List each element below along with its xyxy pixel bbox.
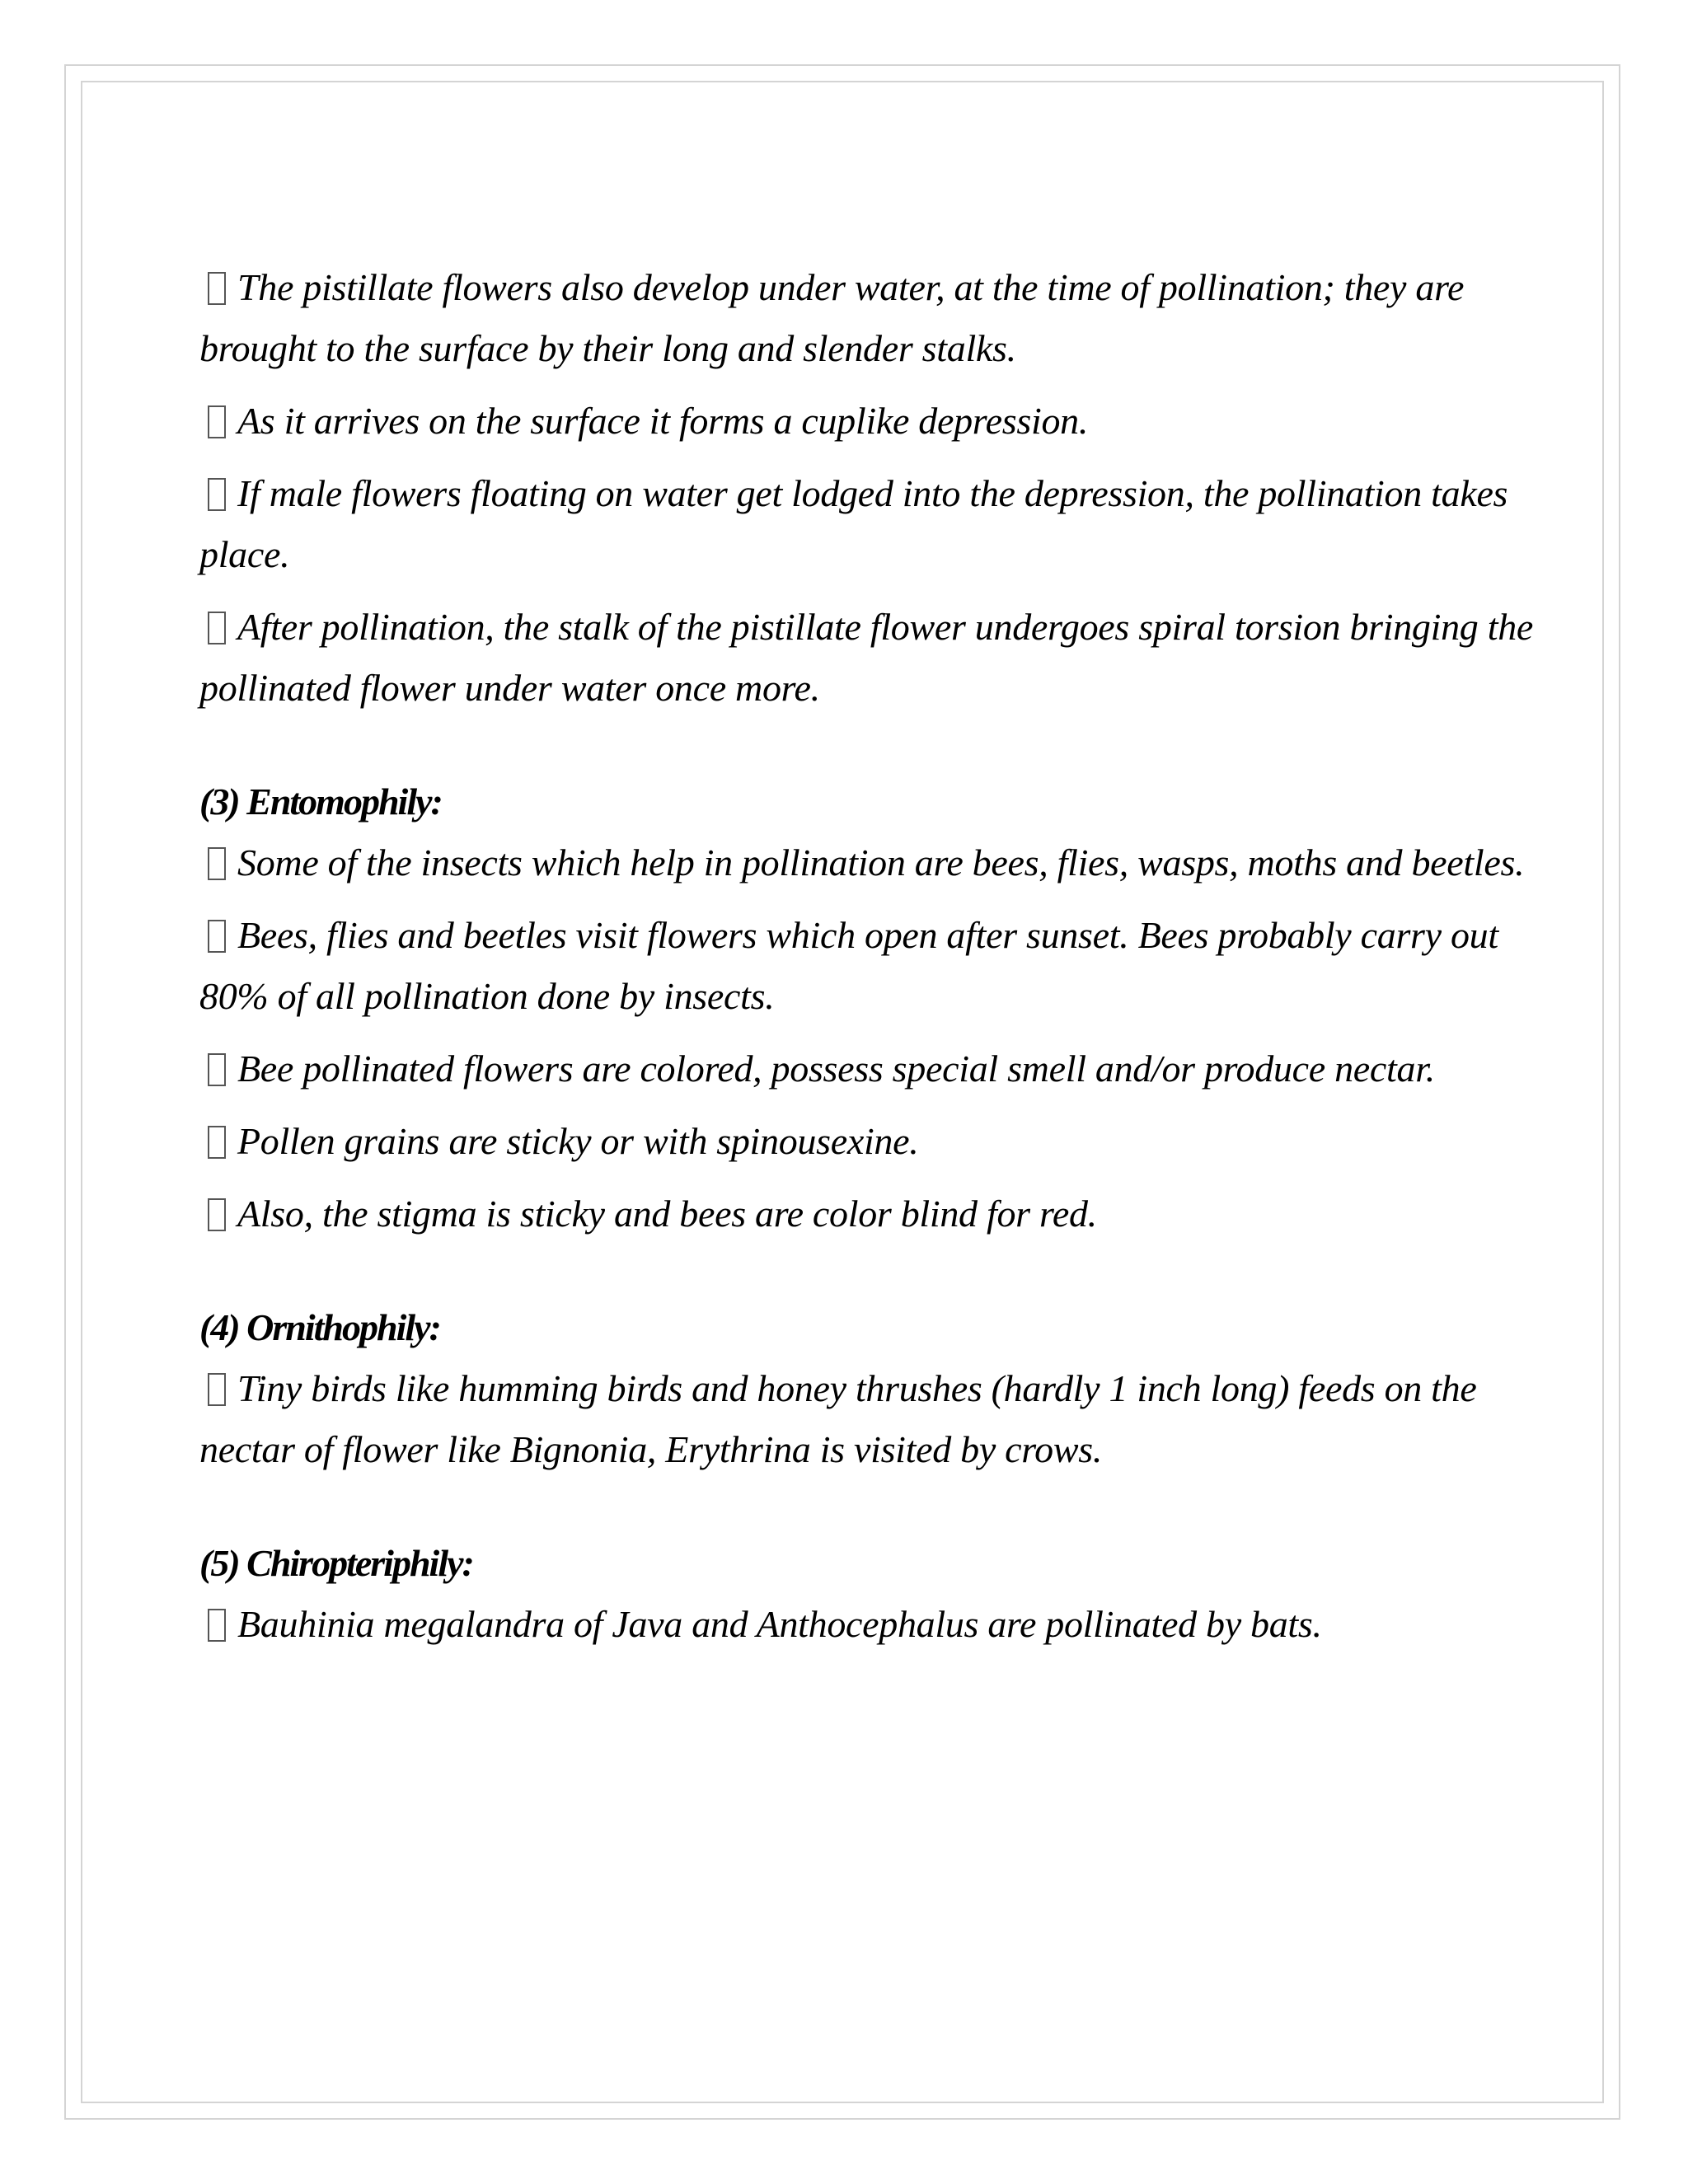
section-spacer — [199, 730, 1551, 771]
section-heading-chiropteriphily: (5) Chiropteriphily: — [199, 1542, 473, 1584]
bullet-paragraph: As it arrives on the surface it forms a cuplike depression. — [199, 391, 1551, 452]
missing-glyph-bullet-icon — [208, 1053, 226, 1086]
bullet-paragraph: Some of the insects which help in pollination are bees, flies, wasps, moths and beetles. — [199, 832, 1551, 893]
section-spacer — [199, 1256, 1551, 1297]
section-heading-entomophily: (3) Entomophily: — [199, 780, 442, 823]
missing-glyph-bullet-icon — [208, 920, 226, 953]
bullet-paragraph: Bauhinia megalandra of Java and Anthocephalus are pollinated by bats. — [199, 1594, 1551, 1655]
missing-glyph-bullet-icon — [208, 847, 226, 880]
bullet-paragraph: Bees, flies and beetles visit flowers which open after sunset. Bees probably carry out 80% of all pollination done by insects. — [199, 914, 1498, 1017]
bullet-paragraph: If male flowers floating on water get lodged into the depression, the pollination takes place. — [199, 472, 1508, 575]
document-body — [199, 257, 1551, 1666]
section-spacer — [199, 1492, 1551, 1533]
bullet-paragraph: Pollen grains are sticky or with spinousexine. — [199, 1111, 1551, 1172]
section-heading-ornithophily: (4) Ornithophily: — [199, 1306, 440, 1348]
missing-glyph-bullet-icon — [208, 478, 226, 511]
missing-glyph-bullet-icon — [208, 1198, 226, 1231]
bullet-paragraph: After pollination, the stalk of the pistillate flower undergoes spiral torsion bringing the pollinated flower under water once more. — [199, 606, 1534, 709]
missing-glyph-bullet-icon — [208, 1373, 226, 1406]
bullet-paragraph: Also, the stigma is sticky and bees are color blind for red. — [199, 1183, 1551, 1244]
missing-glyph-bullet-icon — [208, 405, 226, 438]
missing-glyph-bullet-icon — [208, 1126, 226, 1159]
missing-glyph-bullet-icon — [208, 1609, 226, 1642]
bullet-paragraph: Bee pollinated flowers are colored, possess special smell and/or produce nectar. — [199, 1038, 1551, 1099]
bullet-paragraph: Tiny birds like humming birds and honey thrushes (hardly 1 inch long) feeds on the nectar of flower like Bignonia, Erythrina is visited by crows. — [199, 1367, 1477, 1470]
bullet-paragraph: The pistillate flowers also develop under water, at the time of pollination; they are brought to the surface by their long and slender stalks. — [199, 266, 1465, 369]
missing-glyph-bullet-icon — [208, 272, 226, 305]
missing-glyph-bullet-icon — [208, 612, 226, 644]
